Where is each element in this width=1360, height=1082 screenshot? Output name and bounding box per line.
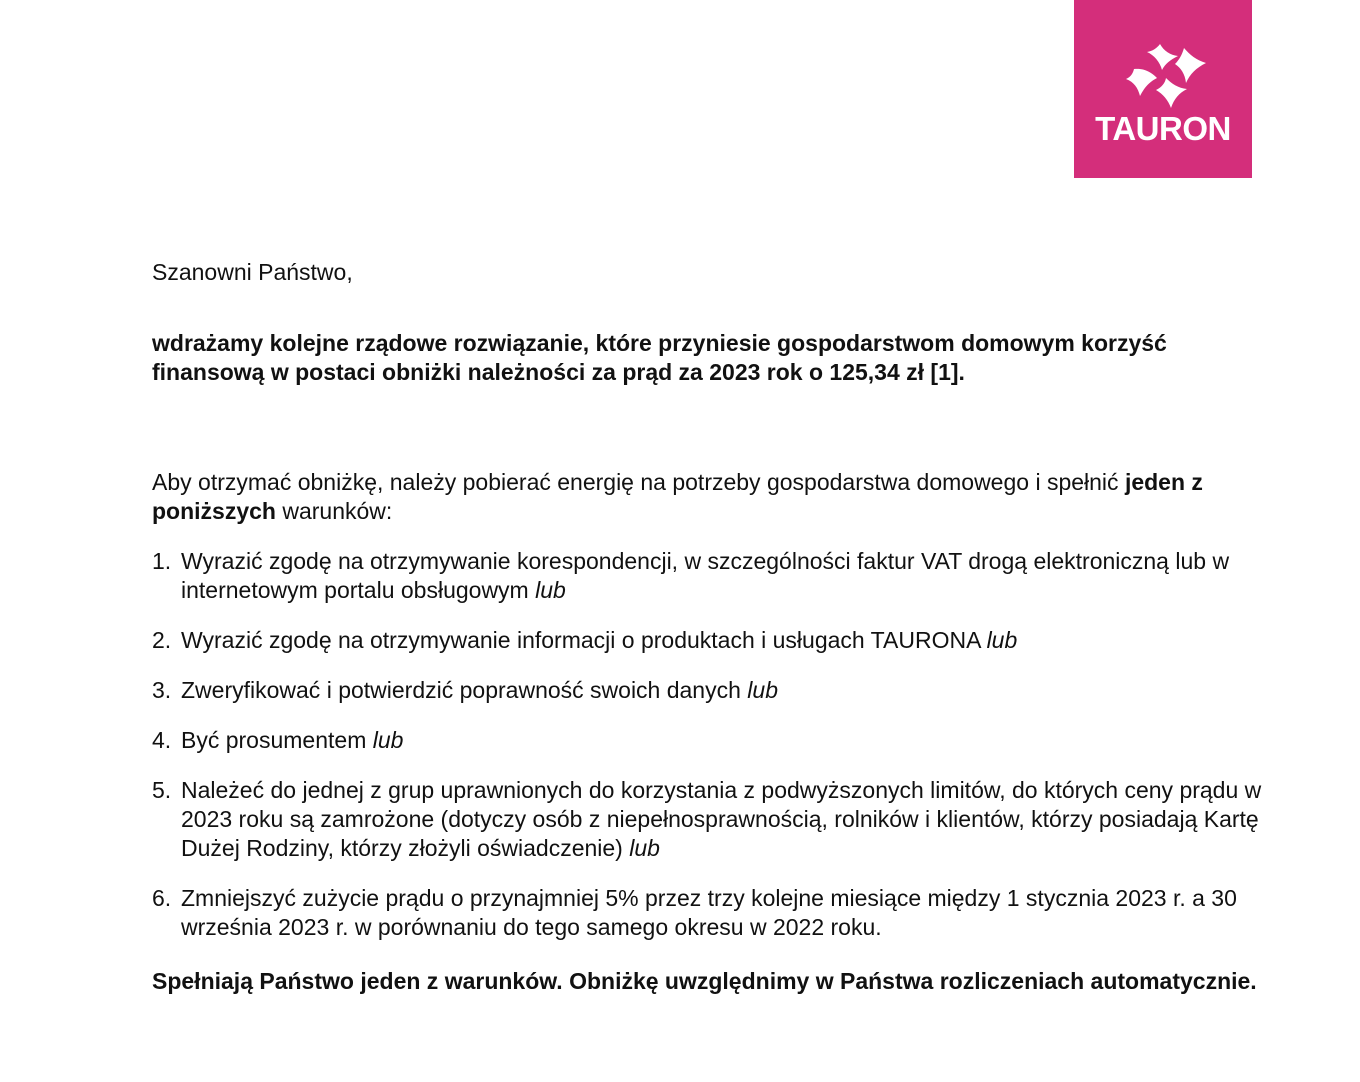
condition-main-text: Zweryfikować i potwierdzić poprawność swoich danych bbox=[181, 677, 748, 703]
condition-item-2 bbox=[152, 626, 1262, 655]
conditions-intro bbox=[152, 468, 1262, 526]
condition-main-text: Należeć do jednej z grup uprawnionych do korzystania z podwyższonych limitów, do których ceny prądu w 2023 roku są zamrożone (dotyczy osób z niepełnosprawnością, rolników i klientów, którzy posiadają Kartę Dużej Rodziny, którzy złożyli oświadczenie) bbox=[181, 777, 1262, 861]
condition-main-text: Wyrazić zgodę na otrzymywanie korespondencji, w szczególności faktur VAT drogą elektroniczną lub w internetowym portalu obsługowym bbox=[181, 548, 1230, 603]
condition-item-6 bbox=[152, 884, 1262, 942]
condition-text bbox=[181, 884, 1262, 942]
condition-main-text: Zmniejszyć zużycie prądu o przynajmniej 5% przez trzy kolejne miesiące między 1 stycznia 2023 r. a 30 września 2023 r. w porównaniu do tego samego okresu w 2022 roku. bbox=[181, 885, 1237, 940]
intro-text-end: warunków: bbox=[275, 498, 393, 524]
condition-text bbox=[181, 547, 1262, 605]
condition-number: 1. bbox=[152, 548, 172, 574]
condition-number: 5. bbox=[152, 777, 172, 803]
condition-text bbox=[181, 676, 1262, 705]
condition-text bbox=[181, 776, 1262, 863]
condition-text bbox=[181, 626, 1262, 655]
condition-main-text: Być prosumentem bbox=[181, 727, 373, 753]
lead-paragraph: wdrażamy kolejne rządowe rozwiązanie, które przyniesie gospodarstwom domowym korzyść finansową w postaci obniżki należności za prąd za 2023 rok o 125,34 zł [1]. bbox=[152, 330, 1167, 385]
condition-text bbox=[181, 726, 1262, 755]
condition-suffix: lub bbox=[986, 627, 1018, 653]
condition-suffix: lub bbox=[747, 677, 778, 703]
condition-suffix: lub bbox=[535, 577, 566, 603]
closing-paragraph: Spełniają Państwo jeden z warunków. Obniżkę uwzględnimy w Państwa rozliczeniach automatycznie. bbox=[152, 968, 1257, 994]
greeting: Szanowni Państwo, bbox=[152, 259, 353, 285]
condition-number: 6. bbox=[152, 885, 172, 911]
condition-item-4 bbox=[152, 726, 1262, 755]
letter-body bbox=[152, 258, 1262, 996]
tauron-swirl-icon bbox=[1126, 38, 1210, 110]
condition-number: 4. bbox=[152, 727, 172, 753]
condition-item-5 bbox=[152, 776, 1262, 863]
intro-text-start: Aby otrzymać obniżkę, należy pobierać energię na potrzeby gospodarstwa domowego i spełnić bbox=[152, 469, 1125, 495]
condition-main-text: Wyrazić zgodę na otrzymywanie informacji o produktach i usługach TAURONA bbox=[181, 627, 987, 653]
conditions-list bbox=[152, 547, 1262, 942]
condition-number: 3. bbox=[152, 677, 172, 703]
logo-text: TAURON bbox=[1095, 110, 1231, 147]
condition-suffix: lub bbox=[372, 727, 404, 753]
condition-item-3 bbox=[152, 676, 1262, 705]
tauron-logo bbox=[1074, 0, 1252, 178]
condition-number: 2. bbox=[152, 627, 172, 653]
condition-item-1 bbox=[152, 547, 1262, 605]
intro-bold-text: jeden z poniższych bbox=[152, 469, 1203, 524]
condition-suffix: lub bbox=[629, 835, 660, 861]
